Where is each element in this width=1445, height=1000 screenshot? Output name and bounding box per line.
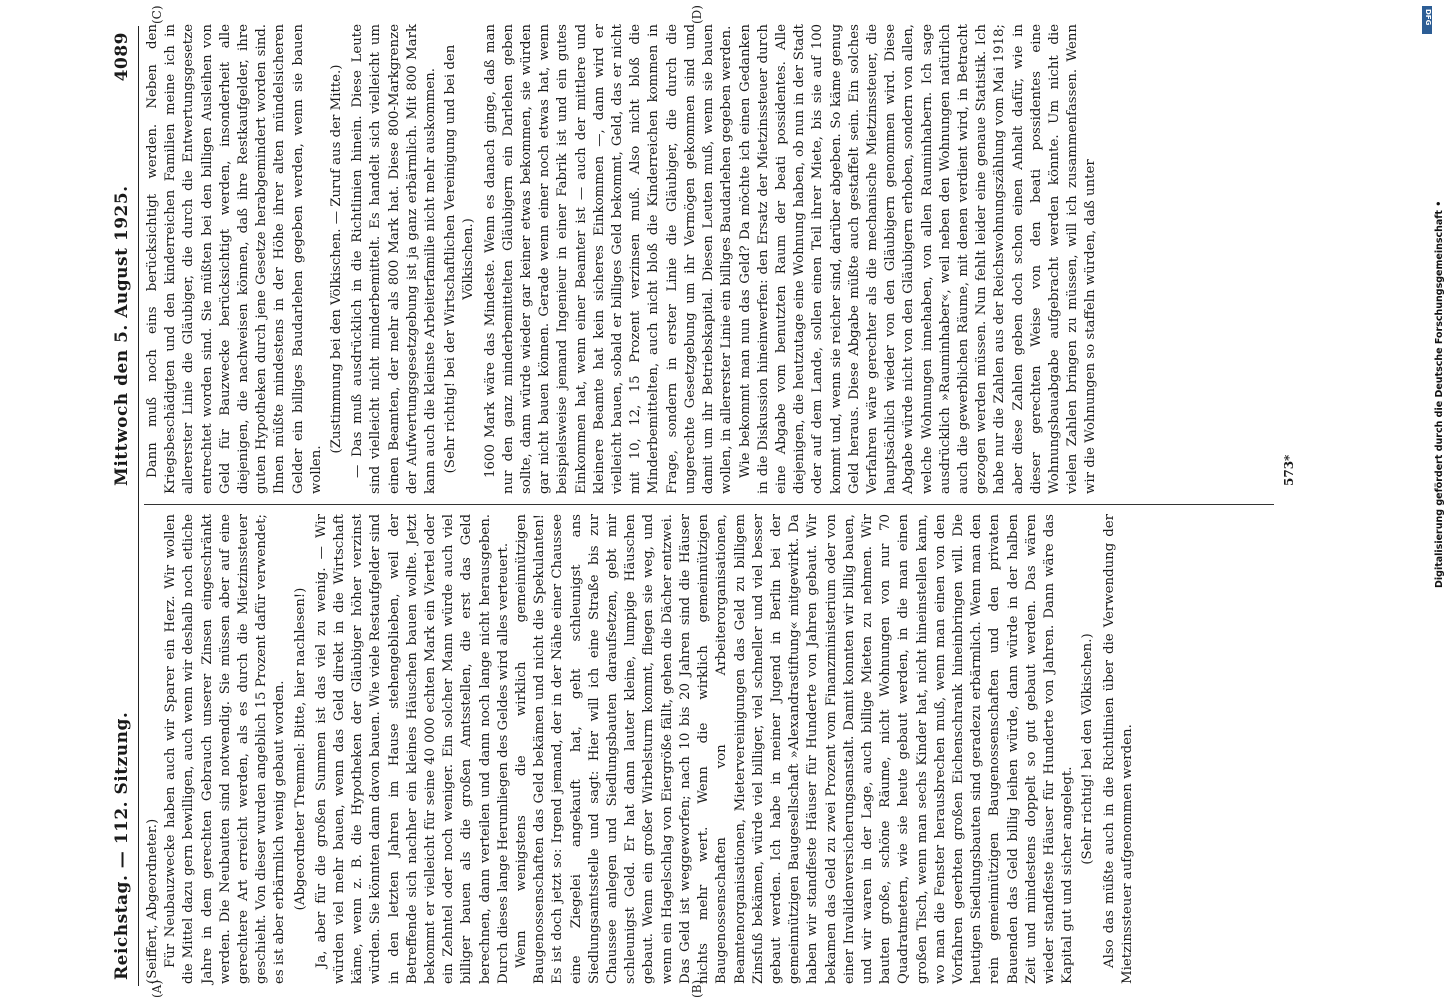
- interjection: (Sehr richtig! bei den Völkischen.): [1080, 633, 1096, 865]
- right-column: [144, 24, 1274, 494]
- header-date: Mittwoch den 5. August 1925.: [112, 185, 132, 486]
- paragraph: Für Neubauzwecke haben auch wir Sparer ein Herz. Wir wollen die Mittel dazu gern bewilligen, auch wenn wir deshalb noch etliche Jahre in dem gerechten Gebrauch unserer Zinsen eingeschränkt werden. Die Neubauten sind notwendig. Sie müssen aber auf eine gerechtere Art erreicht werden, als es durch die Mietzinssteuer geschieht. Von dieser wurden angeblich 15 Prozent dafür verwendet; es ist aber erbärmlich wenig gebaut worden.: [163, 514, 288, 984]
- margin-marker-d: (D): [690, 5, 704, 24]
- paragraph: Wenn wenigstens die wirklich gemeinnützigen Baugenossenschaften das Geld bekämen und nicht die Spekulanten! Es ist doch jetzt so: Irgend jemand, der in der Nähe einer Chaussee eine Ziegelei angekauft hat, geht schleunigst ans Siedlungsamtsstelle und sagt: Hier will ich eine Straße bis zur Chaussee anlegen und Siedlungsbauten daraufsetzen, gebt mir schleunigst Geld. Er hat dann lauter kleine, lumpige Häuschen gebaut. Wenn ein großer Wirbelsturm kommt, fliegen sie weg, und wenn ein Hagelschlag von Eiergröße fällt, gehen die Dächer entzwei. Das Geld ist weggeworfen; nach 10 bis 20 Jahren sind die Häuser nichts mehr wert. Wenn die wirklich gemeinnützigen Baugenossenschaften von Arbeiterorganisationen, Beamtenorganisationen, Mietervereinigungen das Geld zu billigem Zinsfuß bekämen, würde viel billiger, viel schneller und viel besser gebaut werden. Ich habe in meiner Jugend in Berlin bei der gemeinnützigen Baugesellschaft »Alexandrastiftung« mitgewirkt. Da haben wir standfeste Häuser für Hunderte von Jahren gebaut. Wir bekamen das Geld zu zwei Prozent vom Finanzministerium oder von einer Invalidenversicherungsanstalt. Damit konnten wir billig bauen, und wir waren in der Lage, auch billige Mieten zu nehmen. Wir bauten große, schöne Räume, nicht Wohnungen von nur 70 Quadratmetern, wie sie heute gebaut werden, in die man einen großen Tisch, wenn man sechs Kinder hat, nicht hineinstellen kann, wo man die Fenster herausbrechen muß, wenn man einen von den Vorfahren geerbten großen Eichenschrank hineinbringen will. Die heutigen Siedlungsbauten sind geradezu erbärmlich. Wenn man den rein gemeinnützigen Baugenossenschaften und den privaten Bauenden das Geld billig leihen würde, dann würde in der halben Zeit und mindestens doppelt so gut gebaut werden. Das wären wieder standfeste Häuser für Hunderte von Jahren. Dann wäre das Kapital gut und sicher angelegt.: [514, 514, 1076, 984]
- paragraph: Wie bekommt man nun das Geld? Da möchte ich einen Gedanken in die Diskussion hineinwerfen: den Ersatz der Mietzinssteuer durch eine Abgabe vom benutzten Raum der beati possidentes. Alle diejenigen, die heutzutage eine Wohnung haben, ob nun in der Stadt oder auf dem Lande, sollen einen Teil ihrer Miete, bis sie auf 100 kommt und, wenn sie reicher sind, darüber abgeben. So käme genug Geld heraus. Diese Abgabe müßte auch gestaffelt sein. Ein solches Verfahren wäre gerechter als die mechanische Mietzinssteuer, die hauptsächlich wieder von den Gläubigern genommen wird. Diese Abgabe würde nicht von den Gläubigern erhoben, sondern von allen, welche Wohnungen innehaben, von allen Rauminhabern. Ich sage ausdrücklich »Rauminhaber«, weil neben den Wohnungen natürlich auch die gewerblichen Räume, mit denen verdient wird, in Betracht gezogen werden müssen. Nun fehlt leider eine genaue Statistik. Ich habe nur die Zahlen aus der Reichswohnungszählung vom Mai 1918; aber diese Zahlen geben doch schon einen Anhalt dafür, wie in dieser gerechten Weise von den beati possidentes eine Wohnungsbauabgabe aufgebracht werden könnte. Um nicht die vielen Zahlen bringen zu müssen, will ich zusammenfassen. Wenn wir die Wohnungen so staffeln würden, daß unter: [737, 24, 1099, 494]
- interjection: (Zustimmung bei den Völkischen. — Zuruf aus der Mitte.): [329, 64, 345, 454]
- speaker-line: (Seiffert, Abgeordneter.): [145, 818, 160, 984]
- margin-marker-b: (B): [690, 979, 704, 998]
- paragraph: — Das muß ausdrücklich in die Richtlinien hinein. Diese Leute sind vielleicht nicht minderbemittelt. Es handelt sich vielleicht um einen Beamten, der mehr als 800 Mark hat. Diese 800-Markgrenze der Aufwertungsgesetzgebung ist ja ganz erbärmlich. Mit 800 Mark kann auch die kleinste Arbeiterfamilie nicht mehr auskommen.: [350, 24, 439, 494]
- digitization-notice: Digitalisierung gefördert durch die Deutsche Forschungsgemeinschaft •: [1434, 200, 1445, 588]
- column-divider: [144, 504, 1274, 505]
- interjection: (Abgeordneter Tremmel: Bitte, hier nachlesen!): [292, 587, 308, 911]
- margin-marker-c: (C): [150, 5, 164, 24]
- paragraph: Ja, aber für die großen Summen ist das viel zu wenig. — Wir würden viel mehr bauen, wenn das Geld direkt in die Wirtschaft käme, wenn z. B. die Hypotheken der Gläubiger höher verzinst würden. Sie könnten dann davon bauen. Wie viele Restaufgelder sind in den letzten Jahren im Hause stehengeblieben, weil der Betreffende sich nachher ein kleines Häuschen bauen wollte. Jetzt bekommt er vielleicht für seine 40 000 echten Mark ein Viertel oder ein Zehntel oder noch weniger. Ein solcher Mann würde auch viel billiger bauen als die großen Amtsstellen, die erst das Geld berechnen, dann verteilen und dann noch lange nicht herausgeben. Durch dieses lange Herumliegen des Geldes wird alles verteuert.: [313, 514, 511, 984]
- margin-marker-a: (A): [150, 979, 164, 998]
- sheet-signature: 573*: [1282, 454, 1296, 486]
- header-session: Reichstag. — 112. Sitzung.: [112, 711, 132, 980]
- left-column: [144, 514, 1274, 984]
- page-number: 4089: [112, 32, 132, 82]
- dfg-logo: DFG: [1422, 6, 1432, 34]
- paragraph: 1600 Mark wäre das Mindeste. Wenn es danach ginge, daß man nur den ganz minderbemittelten Gläubigern ein Darlehen geben sollte, dann würde wieder gar keiner etwas bekommen, sie würden gar nicht bauen können. Gerade wenn einer noch etwas hat, wenn beispielsweise jemand Ingenieur in einer Fabrik ist und ein gutes Einkommen hat, wenn einer Beamter ist — auch der mittlere und kleinere Beamte hat kein sicheres Einkommen —, dann wird er vielleicht bauen, sobald er billiges Geld bekommt, Geld, das er nicht mit 10, 12, 15 Prozent verzinsen muß. Also nicht bloß die Minderbemittelten, auch nicht bloß die Kinderreichen kommen in Frage, sondern in erster Linie die Gläubiger, die durch die ungerechte Gesetzgebung um ihr Vermögen gekommen sind und damit um ihr Betriebskapital. Diesen Leuten muß, wenn sie bauen wollen, in allererster Linie ein billiges Baudarlehen gegeben werden.: [482, 24, 735, 494]
- document-page: [110, 5, 1296, 998]
- page-header: [110, 26, 139, 986]
- paragraph: Also das müßte auch in die Richtlinien über die Verwendung der Mietzinssteuer aufgenommen werden.: [1101, 514, 1135, 984]
- interjection: (Sehr richtig! bei der Wirtschaftlichen Vereinigung und bei den Völkischen.): [443, 44, 477, 474]
- paragraph: Dann muß noch eins berücksichtigt werden. Neben den Kriegsbeschädigten und den kinderreichen Familien meine ich in allererster Linie die Gläubiger, die durch die Entwertungsgesetze entrechtet worden sind. Sie müßten bei den billigen Ausleihen von Geld für Bauzwecke berücksichtigt werden, insonderheit alle diejenigen, die nachweisen können, daß ihre Restkaufgelder, ihre guten Hypotheken durch jene Gesetze herabgemindert worden sind. Ihnen müßte mindestens in der Höhe ihrer alten mündelsicheren Gelder ein billiges Baudarlehen gegeben werden, wenn sie bauen wollen.: [145, 24, 324, 494]
